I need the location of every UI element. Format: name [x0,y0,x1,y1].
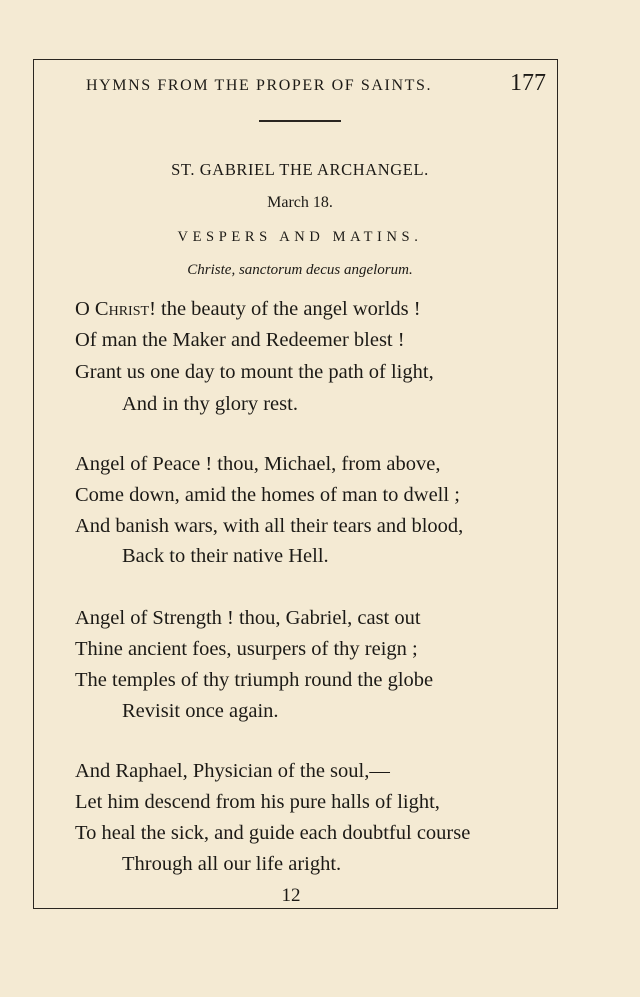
signature-mark: 12 [281,885,301,906]
verse-line: The temples of thy triumph round the globe [75,669,434,691]
page-number: 177 [510,70,546,96]
verse-line: And in thy glory rest. [122,393,298,415]
office-heading: VESPERS AND MATINS. [177,229,423,245]
verse-line: Thine ancient foes, usurpers of thy reign ; [75,638,418,660]
verse-line: Come down, amid the homes of man to dwell ; [75,484,460,506]
verse-line-rest: ! the beauty of the angel worlds ! [149,298,421,320]
verse-line: Through all our life aright. [122,853,342,875]
verse-line: And Raphael, Physician of the soul,— [75,760,390,782]
verse-line: And banish wars, with all their tears and blood, [75,515,464,537]
verse-line: Angel of Peace ! thou, Michael, from above, [75,453,441,475]
latin-incipit: Christe, sanctorum decus angelorum. [187,262,413,278]
running-title: HYMNS FROM THE PROPER OF SAINTS. [86,77,433,94]
hymn-title: ST. GABRIEL THE ARCHANGEL. [171,160,429,179]
verse-line: Of man the Maker and Redeemer blest ! [75,329,405,351]
feast-date: March 18. [267,194,333,211]
verse-line: Grant us one day to mount the path of light, [75,361,434,383]
header-rule [259,120,341,122]
verse-line: To heal the sick, and guide each doubtful course [75,822,471,844]
verse-line: Back to their native Hell. [122,545,329,567]
verse-line: Let him descend from his pure halls of light, [75,791,440,813]
running-header [86,70,546,100]
verse-line: Revisit once again. [122,700,279,722]
verse-line: Angel of Strength ! thou, Gabriel, cast out [75,607,421,629]
verse-opening-words: O Christ [75,298,150,320]
verse-line [75,298,421,321]
